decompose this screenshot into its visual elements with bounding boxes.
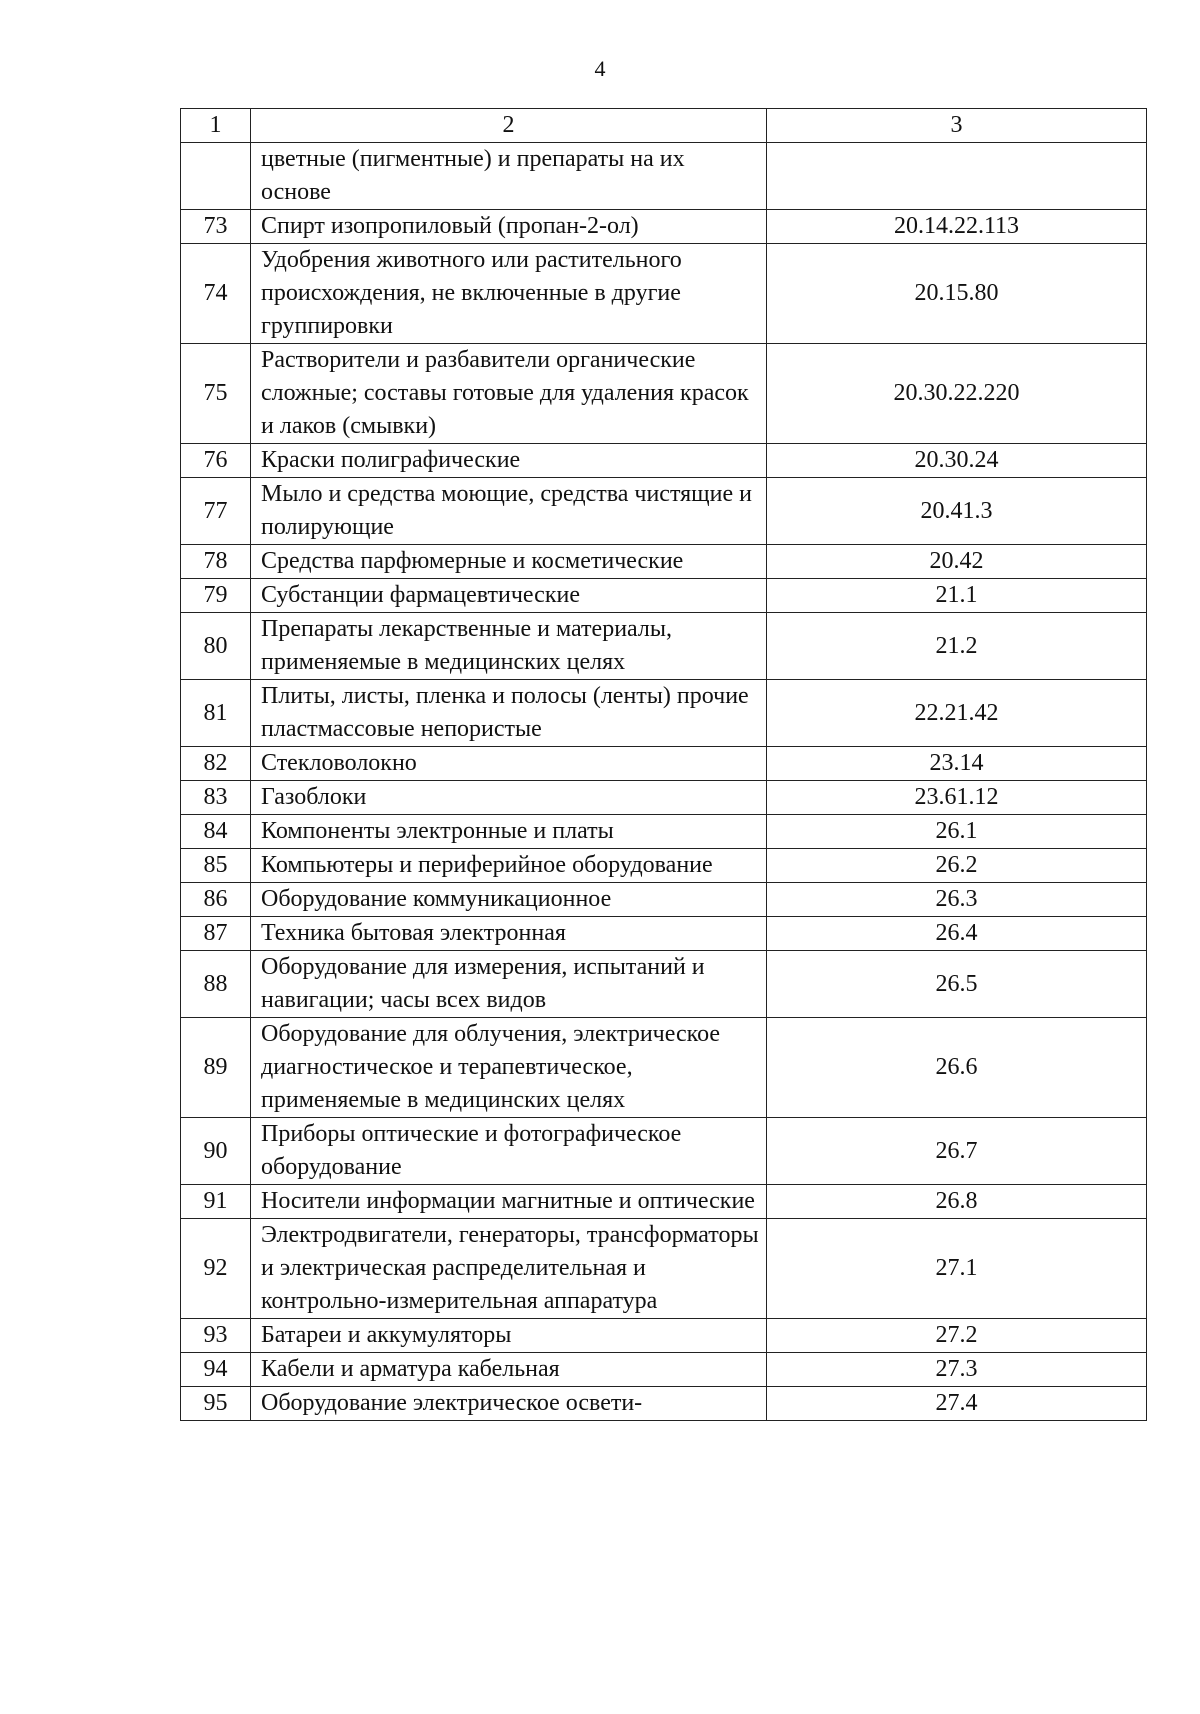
row-name: Компоненты электронные и платы [251, 815, 767, 849]
row-name: Спирт изопропиловый (пропан-2-ол) [251, 210, 767, 244]
row-number: 86 [181, 883, 251, 917]
table-header [181, 109, 1147, 143]
row-number: 89 [181, 1018, 251, 1118]
row-number: 82 [181, 747, 251, 781]
row-name: цветные (пигментные) и препараты на их основе [251, 143, 767, 210]
table-row [181, 210, 1147, 244]
row-code: 20.30.24 [767, 444, 1147, 478]
table-body [181, 143, 1147, 1421]
table-row [181, 917, 1147, 951]
row-name: Носители информации магнитные и оптические [251, 1185, 767, 1219]
row-name: Оборудование электрическое освети- [251, 1387, 767, 1421]
table-row [181, 680, 1147, 747]
table-row [181, 1118, 1147, 1185]
row-number: 95 [181, 1387, 251, 1421]
row-number: 80 [181, 613, 251, 680]
row-name: Батареи и аккумуляторы [251, 1319, 767, 1353]
row-name: Газоблоки [251, 781, 767, 815]
row-number: 78 [181, 545, 251, 579]
row-name: Средства парфюмерные и косметические [251, 545, 767, 579]
row-name: Приборы оптические и фотографическое оборудование [251, 1118, 767, 1185]
row-name: Растворители и разбавители органические сложные; составы готовые для удаления красок и лаков (смывки) [251, 344, 767, 444]
table-row [181, 478, 1147, 545]
table-row [181, 815, 1147, 849]
row-number: 79 [181, 579, 251, 613]
row-number [181, 143, 251, 210]
row-number: 74 [181, 244, 251, 344]
row-code: 26.8 [767, 1185, 1147, 1219]
table-row [181, 849, 1147, 883]
row-number: 76 [181, 444, 251, 478]
table-row [181, 545, 1147, 579]
header-col-3: 3 [767, 109, 1147, 143]
table-row [181, 579, 1147, 613]
row-name: Оборудование для облучения, электрическое диагностическое и терапевтическое, применяемые в медицинских целях [251, 1018, 767, 1118]
row-name: Компьютеры и периферийное оборудование [251, 849, 767, 883]
row-code [767, 143, 1147, 210]
row-code: 27.2 [767, 1319, 1147, 1353]
row-name: Мыло и средства моющие, средства чистящие и полирующие [251, 478, 767, 545]
table-row [181, 883, 1147, 917]
row-code: 27.3 [767, 1353, 1147, 1387]
row-name: Электродвигатели, генераторы, трансформаторы и электрическая распределительная и контрольно-измерительная аппаратура [251, 1219, 767, 1319]
row-code: 20.15.80 [767, 244, 1147, 344]
row-code: 26.2 [767, 849, 1147, 883]
table-row [181, 1219, 1147, 1319]
row-number: 73 [181, 210, 251, 244]
row-name: Удобрения животного или растительного происхождения, не включенные в другие группировки [251, 244, 767, 344]
table-row [181, 951, 1147, 1018]
row-code: 26.6 [767, 1018, 1147, 1118]
table-row [181, 781, 1147, 815]
table-row [181, 1353, 1147, 1387]
row-number: 88 [181, 951, 251, 1018]
row-code: 20.30.22.220 [767, 344, 1147, 444]
row-code: 21.1 [767, 579, 1147, 613]
row-code: 26.5 [767, 951, 1147, 1018]
table-row [181, 1319, 1147, 1353]
row-number: 91 [181, 1185, 251, 1219]
row-code: 23.14 [767, 747, 1147, 781]
row-number: 77 [181, 478, 251, 545]
row-code: 20.42 [767, 545, 1147, 579]
row-code: 27.1 [767, 1219, 1147, 1319]
row-number: 87 [181, 917, 251, 951]
row-code: 21.2 [767, 613, 1147, 680]
table-row [181, 344, 1147, 444]
row-code: 26.3 [767, 883, 1147, 917]
row-number: 75 [181, 344, 251, 444]
table-row [181, 1387, 1147, 1421]
row-code: 20.41.3 [767, 478, 1147, 545]
row-number: 83 [181, 781, 251, 815]
row-name: Плиты, листы, пленка и полосы (ленты) прочие пластмассовые непористые [251, 680, 767, 747]
row-code: 26.4 [767, 917, 1147, 951]
table-row [181, 1185, 1147, 1219]
page-number: 4 [594, 56, 606, 81]
row-number: 93 [181, 1319, 251, 1353]
row-code: 22.21.42 [767, 680, 1147, 747]
row-name: Кабели и арматура кабельная [251, 1353, 767, 1387]
table-row [181, 613, 1147, 680]
row-name: Оборудование коммуникационное [251, 883, 767, 917]
row-name: Стекловолокно [251, 747, 767, 781]
table-row [181, 444, 1147, 478]
row-code: 27.4 [767, 1387, 1147, 1421]
table-row-continued [181, 143, 1147, 210]
table-row [181, 747, 1147, 781]
row-name: Субстанции фармацевтические [251, 579, 767, 613]
table-header-row [181, 109, 1147, 143]
row-number: 84 [181, 815, 251, 849]
row-number: 94 [181, 1353, 251, 1387]
table-row [181, 244, 1147, 344]
row-name: Оборудование для измерения, испытаний и навигации; часы всех видов [251, 951, 767, 1018]
header-col-2: 2 [251, 109, 767, 143]
row-number: 92 [181, 1219, 251, 1319]
row-code: 20.14.22.113 [767, 210, 1147, 244]
row-code: 26.7 [767, 1118, 1147, 1185]
table-row [181, 1018, 1147, 1118]
row-number: 81 [181, 680, 251, 747]
header-col-1: 1 [181, 109, 251, 143]
row-code: 23.61.12 [767, 781, 1147, 815]
row-number: 85 [181, 849, 251, 883]
items-table [180, 108, 1147, 1421]
row-code: 26.1 [767, 815, 1147, 849]
row-name: Техника бытовая электронная [251, 917, 767, 951]
row-number: 90 [181, 1118, 251, 1185]
row-name: Краски полиграфические [251, 444, 767, 478]
row-name: Препараты лекарственные и материалы, применяемые в медицинских целях [251, 613, 767, 680]
